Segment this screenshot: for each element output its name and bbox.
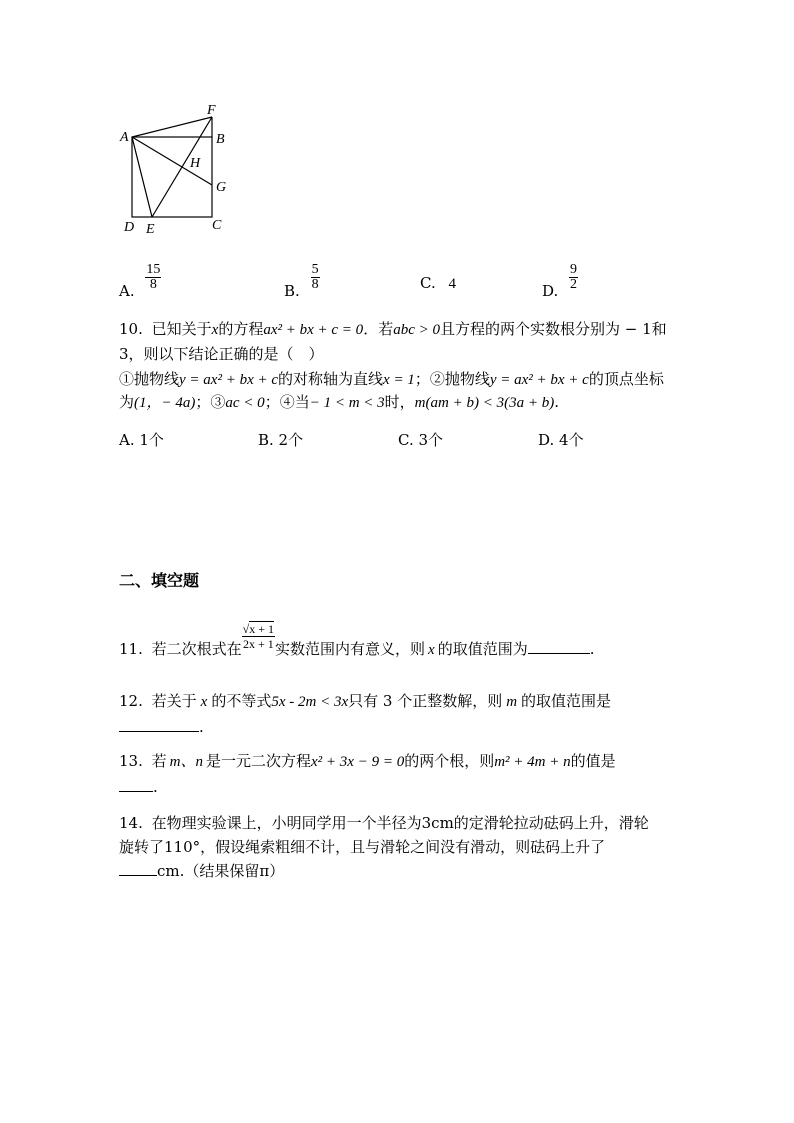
text: 若关于: [151, 692, 197, 710]
q10-option-a[interactable]: A. 1个: [119, 431, 164, 449]
q12-line-1: [119, 690, 611, 713]
text: 在物理实验课上，小明同学用一个半径为3cm的定滑轮拉动砝码上升，滑轮: [151, 814, 649, 832]
denominator: 2x + 1: [242, 637, 274, 651]
text: .: [589, 639, 595, 658]
text: 且方程的两个实数根分别为 − 1和: [439, 320, 667, 338]
text: ；②抛物线: [414, 370, 490, 388]
question-number: 12.: [119, 692, 143, 710]
radical-fraction: [242, 622, 275, 651]
math-expr: m(am + b) < 3(3a + b): [414, 395, 555, 411]
label-f: F: [207, 103, 216, 118]
question-number: 14.: [119, 814, 143, 832]
numerator: 9: [570, 262, 578, 277]
q14-line-2: 旋转了110°，假设绳索粗细不计，且与滑轮之间没有滑动，则砝码上升了: [119, 838, 606, 856]
q10-option-b[interactable]: B. 2个: [258, 431, 304, 449]
q10-line-3: [119, 368, 664, 391]
question-number: 13.: [119, 752, 143, 770]
text: ①抛物线: [119, 370, 180, 388]
text: ；③: [195, 393, 226, 411]
math-var: x: [200, 694, 208, 710]
q10-line-4: [119, 391, 559, 414]
q13-line-1: [119, 750, 616, 773]
text: 若二次根式在: [151, 639, 242, 658]
geometry-figure: [115, 95, 245, 240]
answer-blank[interactable]: [119, 717, 199, 732]
text: 的值是: [570, 752, 616, 770]
section-heading: 二、填空题: [119, 571, 200, 590]
math-expr: − 1 < m < 3: [309, 395, 385, 411]
math-expr: m² + 4m + n: [494, 754, 571, 770]
option-label: A.: [119, 281, 135, 300]
label-b: B: [216, 132, 225, 147]
text: .: [153, 778, 158, 796]
denominator: 8: [149, 277, 157, 292]
q9-option-b[interactable]: [284, 262, 320, 300]
q10-option-d[interactable]: D. 4个: [538, 431, 584, 449]
q9-option-c[interactable]: [420, 272, 456, 295]
text: .: [554, 393, 559, 411]
fraction: [145, 263, 161, 292]
q14-line-3: [119, 860, 284, 882]
sqrt-icon: √: [242, 622, 250, 636]
text: cm.（结果保留π）: [157, 862, 285, 880]
square-abcd: [132, 137, 212, 217]
text: 实数范围内有意义，则: [275, 639, 426, 658]
segment-af: [132, 117, 212, 137]
label-g: G: [216, 180, 227, 195]
option-label: C.: [420, 274, 436, 292]
option-label: D.: [542, 281, 559, 300]
fraction: [311, 263, 320, 292]
answer-blank[interactable]: [119, 777, 153, 792]
option-label: B.: [284, 281, 300, 300]
denominator: 2: [570, 277, 578, 292]
label-h: H: [190, 156, 201, 171]
text: 的取值范围为: [437, 639, 528, 658]
text: ；④当: [264, 393, 310, 411]
text: 的方程: [218, 320, 264, 338]
q12-line-2: [119, 716, 204, 738]
math-expr: abc > 0: [393, 322, 440, 338]
math-var: x: [428, 641, 435, 658]
text: 的对称轴为直线: [278, 370, 384, 388]
text: 时，: [384, 393, 415, 411]
math-expr: m、n: [169, 754, 203, 770]
math-var: x: [211, 322, 219, 338]
q10-option-c[interactable]: C. 3个: [398, 431, 444, 449]
question-number: 10.: [119, 320, 143, 338]
label-a: A: [120, 130, 129, 145]
equation: ax² + bx + c = 0: [263, 322, 364, 338]
numerator: 15: [146, 262, 161, 277]
q10-line-2: 3，则以下结论正确的是（ ）: [119, 345, 324, 363]
q9-option-d[interactable]: [542, 262, 578, 300]
equation: y = ax² + bx + c: [179, 372, 279, 388]
text: 的顶点坐标: [588, 370, 664, 388]
math-expr: (1，− 4a): [134, 395, 196, 411]
segment-ae: [132, 137, 152, 217]
math-expr: 5x - 2m < 3x: [271, 694, 349, 710]
q13-line-2: [119, 776, 158, 798]
equation: y = ax² + bx + c: [489, 372, 589, 388]
q11: [119, 622, 595, 658]
option-value: 4: [448, 276, 456, 292]
radicand: x + 1: [249, 622, 275, 636]
numerator: 5: [311, 262, 319, 277]
q14-line-1: [119, 812, 649, 834]
math-var: m: [506, 694, 518, 710]
math-expr: ac < 0: [225, 395, 265, 411]
text: ．若: [363, 320, 394, 338]
answer-blank[interactable]: [528, 639, 590, 654]
answer-blank[interactable]: [119, 861, 157, 876]
math-expr: x = 1: [383, 372, 415, 388]
text: .: [199, 718, 204, 736]
label-e: E: [146, 222, 155, 237]
text: 若: [151, 752, 167, 770]
fraction: [569, 263, 578, 292]
text: 只有 3 个正整数解，则: [348, 692, 503, 710]
text: 是一元二次方程: [206, 752, 312, 770]
text: 已知关于: [151, 320, 212, 338]
q10-line-1: [119, 318, 667, 341]
q9-option-a[interactable]: [119, 262, 161, 300]
denominator: 8: [311, 277, 319, 292]
text: 的两个根，则: [404, 752, 495, 770]
label-c: C: [212, 218, 222, 233]
label-d: D: [124, 220, 135, 235]
text: 的取值范围是: [521, 692, 612, 710]
text: 的不等式: [211, 692, 272, 710]
text: 为: [119, 393, 135, 411]
question-number: 11.: [119, 639, 143, 658]
radical-numerator: [242, 622, 275, 637]
equation: x² + 3x − 9 = 0: [311, 754, 405, 770]
